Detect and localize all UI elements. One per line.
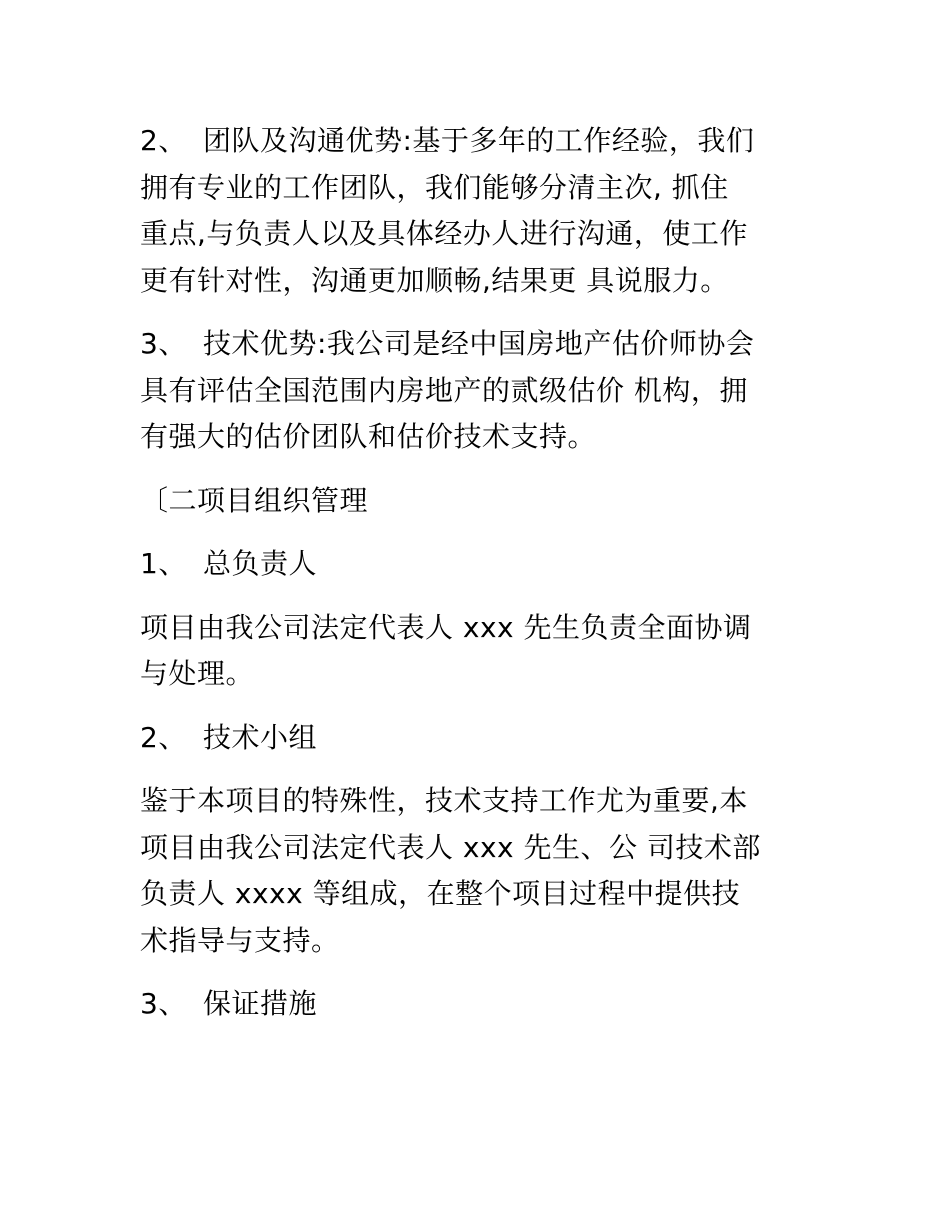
heading-text: 〔二项目组织管理 bbox=[140, 483, 369, 517]
paragraph-line: 项目由我公司法定代表人 xxx 先生负责全面协调 bbox=[140, 610, 752, 644]
list-number: 3、 bbox=[140, 987, 187, 1020]
paragraph-line: 与处理。 bbox=[140, 657, 255, 690]
list-item-title: 技术小组 bbox=[203, 720, 318, 754]
list-item-guarantee bbox=[140, 981, 812, 1028]
section-heading bbox=[140, 478, 812, 525]
document-page bbox=[140, 118, 812, 1045]
paragraph-line: 具有评估全国范围内房地产的贰级估价 机构，拥 bbox=[140, 373, 748, 407]
paragraph-line: 术指导与支持。 bbox=[140, 923, 340, 957]
paragraph-line bbox=[140, 321, 812, 368]
paragraph-line: 鉴于本项目的特殊性，技术支持工作尤为重要,本 bbox=[140, 784, 748, 817]
paragraph-line: 更有针对性，沟通更加顺畅,结果更 具说服力。 bbox=[140, 263, 729, 297]
paragraph-chief-desc bbox=[140, 605, 812, 698]
paragraph-tech-group-desc bbox=[140, 778, 812, 964]
paragraph-line bbox=[140, 541, 812, 588]
paragraph-line bbox=[140, 715, 812, 762]
paragraph-tech-advantage bbox=[140, 321, 812, 461]
list-number: 2、 bbox=[140, 124, 187, 157]
paragraph-line: 重点,与负责人以及具体经办人进行沟通，使工作 bbox=[140, 217, 748, 250]
paragraph-text: 技术优势:我公司是经中国房地产估价师协会 bbox=[203, 327, 755, 360]
paragraph-text: 团队及沟通优势:基于多年的工作经验，我们 bbox=[203, 124, 755, 157]
paragraph-line: 负责人 xxxx 等组成，在整个项目过程中提供技 bbox=[140, 877, 741, 910]
paragraph-team-advantage bbox=[140, 118, 812, 304]
list-item-chief bbox=[140, 541, 812, 588]
paragraph-line: 拥有专业的工作团队，我们能够分清主次, 抓住 bbox=[140, 170, 729, 204]
paragraph-line bbox=[140, 981, 812, 1028]
list-number: 2、 bbox=[140, 720, 187, 754]
paragraph-line bbox=[140, 118, 812, 165]
paragraph-line: 有强大的估价团队和估价技术支持。 bbox=[140, 420, 597, 453]
list-item-tech-group bbox=[140, 715, 812, 762]
paragraph-line: 项目由我公司法定代表人 xxx 先生、公 司技术部 bbox=[140, 830, 761, 864]
list-item-title: 总负责人 bbox=[203, 547, 318, 580]
list-number: 3、 bbox=[140, 327, 187, 360]
list-item-title: 保证措施 bbox=[203, 987, 318, 1020]
list-number: 1、 bbox=[140, 547, 187, 580]
